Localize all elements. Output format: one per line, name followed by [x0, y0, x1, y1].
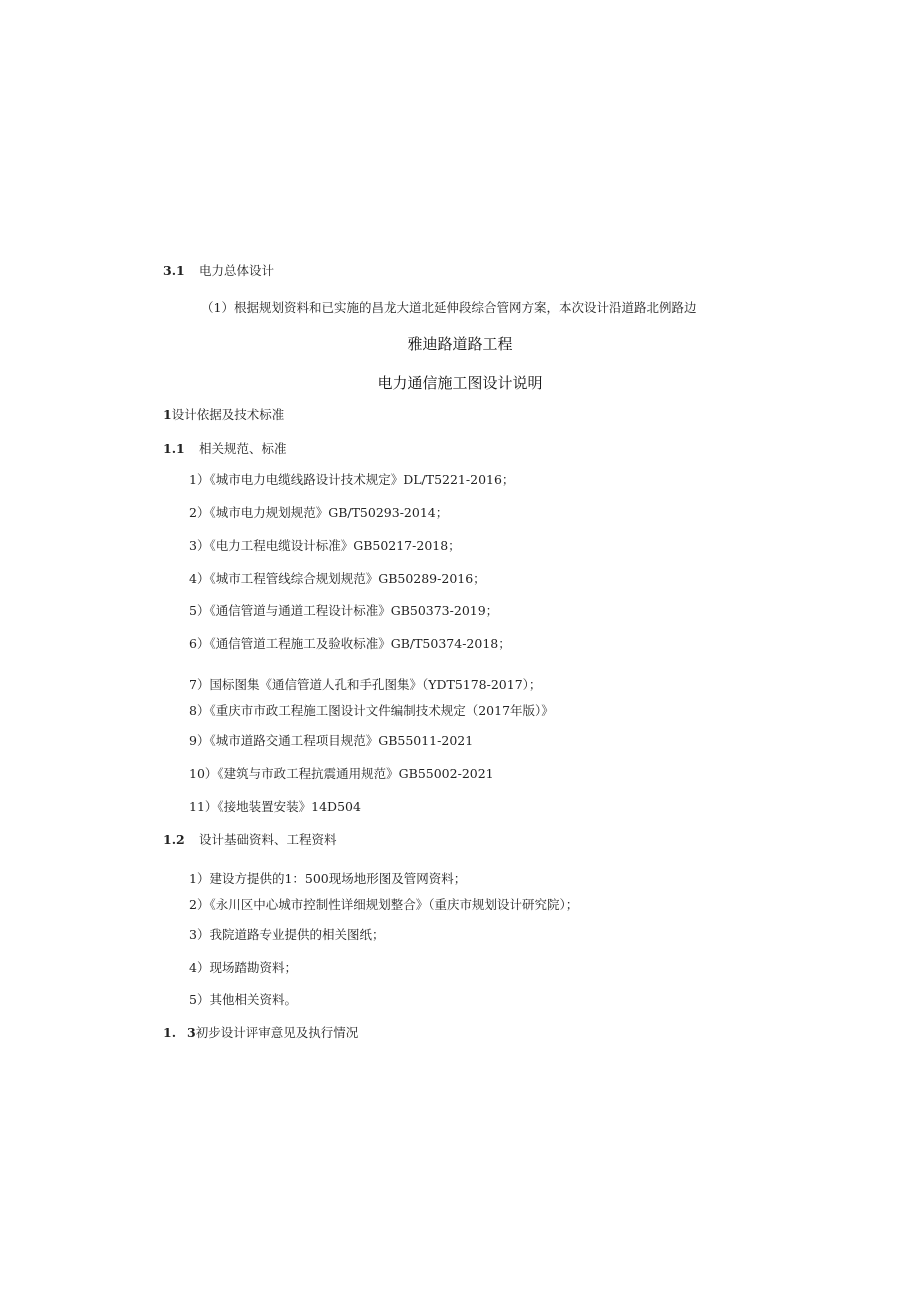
section-number: 1	[163, 407, 172, 422]
standard-item: 4）《城市工程管线综合规划规范》GB50289-2016；	[189, 571, 486, 586]
standard-item: 11）《接地装置安装》14D504	[189, 799, 361, 814]
section-title: 电力总体设计	[199, 263, 275, 278]
standard-item: 5）《通信管道与通道工程设计标准》GB50373-2019；	[189, 603, 499, 618]
section-number: 1.1	[163, 441, 185, 456]
section-3-1-paragraph: （1）根据规划资料和已实施的昌龙大道北延伸段综合管网方案，本次设计沿道路北例路边	[201, 300, 697, 315]
standard-item: 2）《城市电力规划规范》GB/T50293-2014；	[189, 505, 449, 520]
section-1-1-heading	[163, 441, 287, 457]
reference-item: 1）建设方提供的1：500现场地形图及管网资料；	[189, 871, 467, 886]
section-3-1-heading	[163, 263, 274, 279]
section-number: 3.1	[163, 263, 185, 278]
section-title: 初步设计评审意见及执行情况	[195, 1025, 359, 1040]
reference-item: 4）现场踏勘资料；	[189, 960, 297, 975]
standard-item: 10）《建筑与市政工程抗震通用规范》GB55002-2021	[189, 766, 494, 781]
reference-item: 5）其他相关资料。	[189, 992, 297, 1007]
section-title: 设计基础资料、工程资料	[199, 832, 337, 847]
standard-item: 7）国标图集《通信管道人孔和手孔图集》（YDT5178-2017）；	[189, 677, 542, 692]
reference-item: 3）我院道路专业提供的相关图纸；	[189, 927, 385, 942]
standard-item: 1）《城市电力电缆线路设计技术规定》DL/T5221-2016；	[189, 472, 515, 487]
section-1-2-heading	[163, 832, 337, 848]
section-number: 1.2	[163, 832, 185, 847]
standard-item: 9）《城市道路交通工程项目规范》GB55011-2021	[189, 733, 474, 748]
standard-item: 8）《重庆市市政工程施工图设计文件编制技术规定（2017年版）》	[189, 703, 554, 718]
reference-item: 2）《永川区中心城市控制性详细规划整合》（重庆市规划设计研究院）；	[189, 897, 579, 912]
section-number: 1.	[163, 1025, 177, 1040]
section-1-3-heading	[163, 1025, 358, 1041]
section-title: 设计依据及技术标准	[171, 407, 285, 422]
document-subtitle: 电力通信施工图设计说明	[377, 374, 543, 392]
document-title: 雅迪路道路工程	[407, 335, 513, 353]
section-number-part: 3	[187, 1025, 196, 1040]
standard-item: 6）《通信管道工程施工及验收标准》GB/T50374-2018；	[189, 636, 511, 651]
section-title: 相关规范、标准	[199, 441, 287, 456]
standard-item: 3）《电力工程电缆设计标准》GB50217-2018；	[189, 538, 461, 553]
section-1-heading	[163, 407, 284, 423]
